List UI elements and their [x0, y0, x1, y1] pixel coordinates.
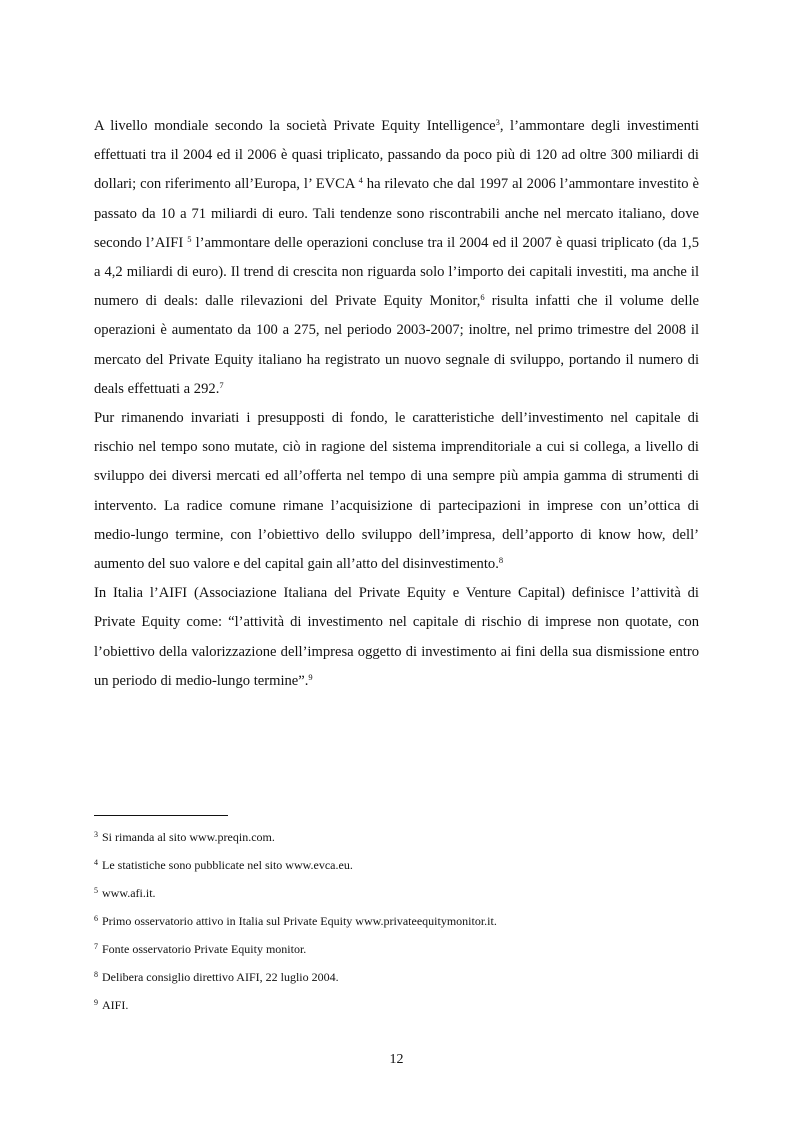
footnote-text: Fonte osservatorio Private Equity monitor.	[102, 942, 307, 956]
text-run: , l’ammontare degli investimenti effettuati tra il 2004 ed il 2006 è quasi triplicato, passando da poco più di 120 ad oltre 300 miliardi di dollari; con riferimento all’Europa, l’ EVCA	[94, 118, 699, 193]
page-number: 12	[389, 1052, 404, 1067]
footnote-marker: 5	[94, 886, 98, 895]
footnote	[94, 991, 699, 1019]
text-run: ha rilevato che dal 1997 al 2006 l’ammontare investito è passato da 10 a 71 miliardi di euro. Tali tendenze sono riscontrabili anche nel mercato italiano, dove secondo l’AIFI	[94, 176, 699, 251]
footnote-marker: 3	[94, 830, 98, 839]
footnote	[94, 851, 699, 879]
footnote-marker: 8	[94, 970, 98, 979]
footnote	[94, 823, 699, 851]
footnote-text: AIFI.	[102, 998, 129, 1012]
footnote-ref: 3	[495, 117, 500, 127]
footnote-separator	[94, 815, 228, 816]
footnote-text: Primo osservatorio attivo in Italia sul Private Equity www.privateequitymonitor.it.	[102, 914, 497, 928]
footnote	[94, 879, 699, 907]
paragraph	[94, 404, 699, 579]
text-run: l’ammontare delle operazioni concluse tra il 2004 ed il 2007 è quasi triplicato (da 1,5 a 4,2 miliardi di euro). Il trend di crescita non riguarda solo l’importo dei capitali investiti, ma anche il numero di deals: dalle rilevazioni del Private Equity Monitor,	[94, 234, 699, 310]
footnote-ref: 8	[498, 555, 504, 566]
footnote-marker: 9	[94, 998, 98, 1007]
footnote-marker: 7	[94, 942, 98, 951]
paragraph	[94, 579, 699, 696]
footnote-text: Le statistiche sono pubblicate nel sito www.evca.eu.	[102, 858, 353, 872]
footnote	[94, 907, 699, 935]
footnote-marker: 4	[94, 858, 98, 867]
footnote-ref: 5	[187, 233, 192, 244]
footnote-ref: 7	[219, 379, 224, 390]
footnote	[94, 935, 699, 963]
paragraph	[94, 112, 699, 404]
footnote-text: www.afi.it.	[102, 886, 156, 900]
text-run: Pur rimanendo invariati i presupposti di fondo, le caratteristiche dell’investimento nel capitale di rischio nel tempo sono mutate, ciò in ragione del sistema imprenditoriale a cui si collega, a livello di sviluppo dei diversi mercati ed all’offerta nel tempo di una sempre più ampia gamma di strumenti di intervento. La radice comune rimane l’acquisizione di partecipazioni in imprese con un’ottica di medio-lungo termine, con l’obiettivo dello sviluppo dell’impresa, dell’apporto di know how, dell’ aumento del suo valore e del capital gain all’atto del disinvestimento.	[94, 410, 699, 573]
text-run: In Italia l’AIFI (Associazione Italiana del Private Equity e Venture Capital) definisce l’attività di Private Equity come: “l’attività di investimento nel capitale di rischio di imprese non quotate, con l’obiettivo della valorizzazione dell’impresa oggetto di investimento ai fini della sua dismissione entro un periodo di medio-lungo termine”.	[94, 585, 699, 689]
footnotes	[94, 823, 699, 1019]
footnote-ref: 9	[308, 671, 313, 682]
footnote-marker: 6	[94, 914, 98, 923]
text-run: A livello mondiale secondo la società Private Equity Intelligence	[94, 118, 496, 134]
text-run: risulta infatti che il volume delle operazioni è aumentato da 100 a 275, nel periodo 2003-2007; inoltre, nel primo trimestre del 2008 il mercato del Private Equity italiano ha registrato un nuovo segnale di sviluppo, portando il numero di deals effettuati a 292.	[94, 293, 699, 397]
footnote-ref: 6	[480, 292, 485, 303]
footnote	[94, 963, 699, 991]
footnote-ref: 4	[358, 175, 363, 186]
footnote-text: Si rimanda al sito www.preqin.com.	[102, 830, 275, 844]
footnote-text: Delibera consiglio direttivo AIFI, 22 luglio 2004.	[102, 970, 339, 984]
body-text	[94, 112, 699, 696]
